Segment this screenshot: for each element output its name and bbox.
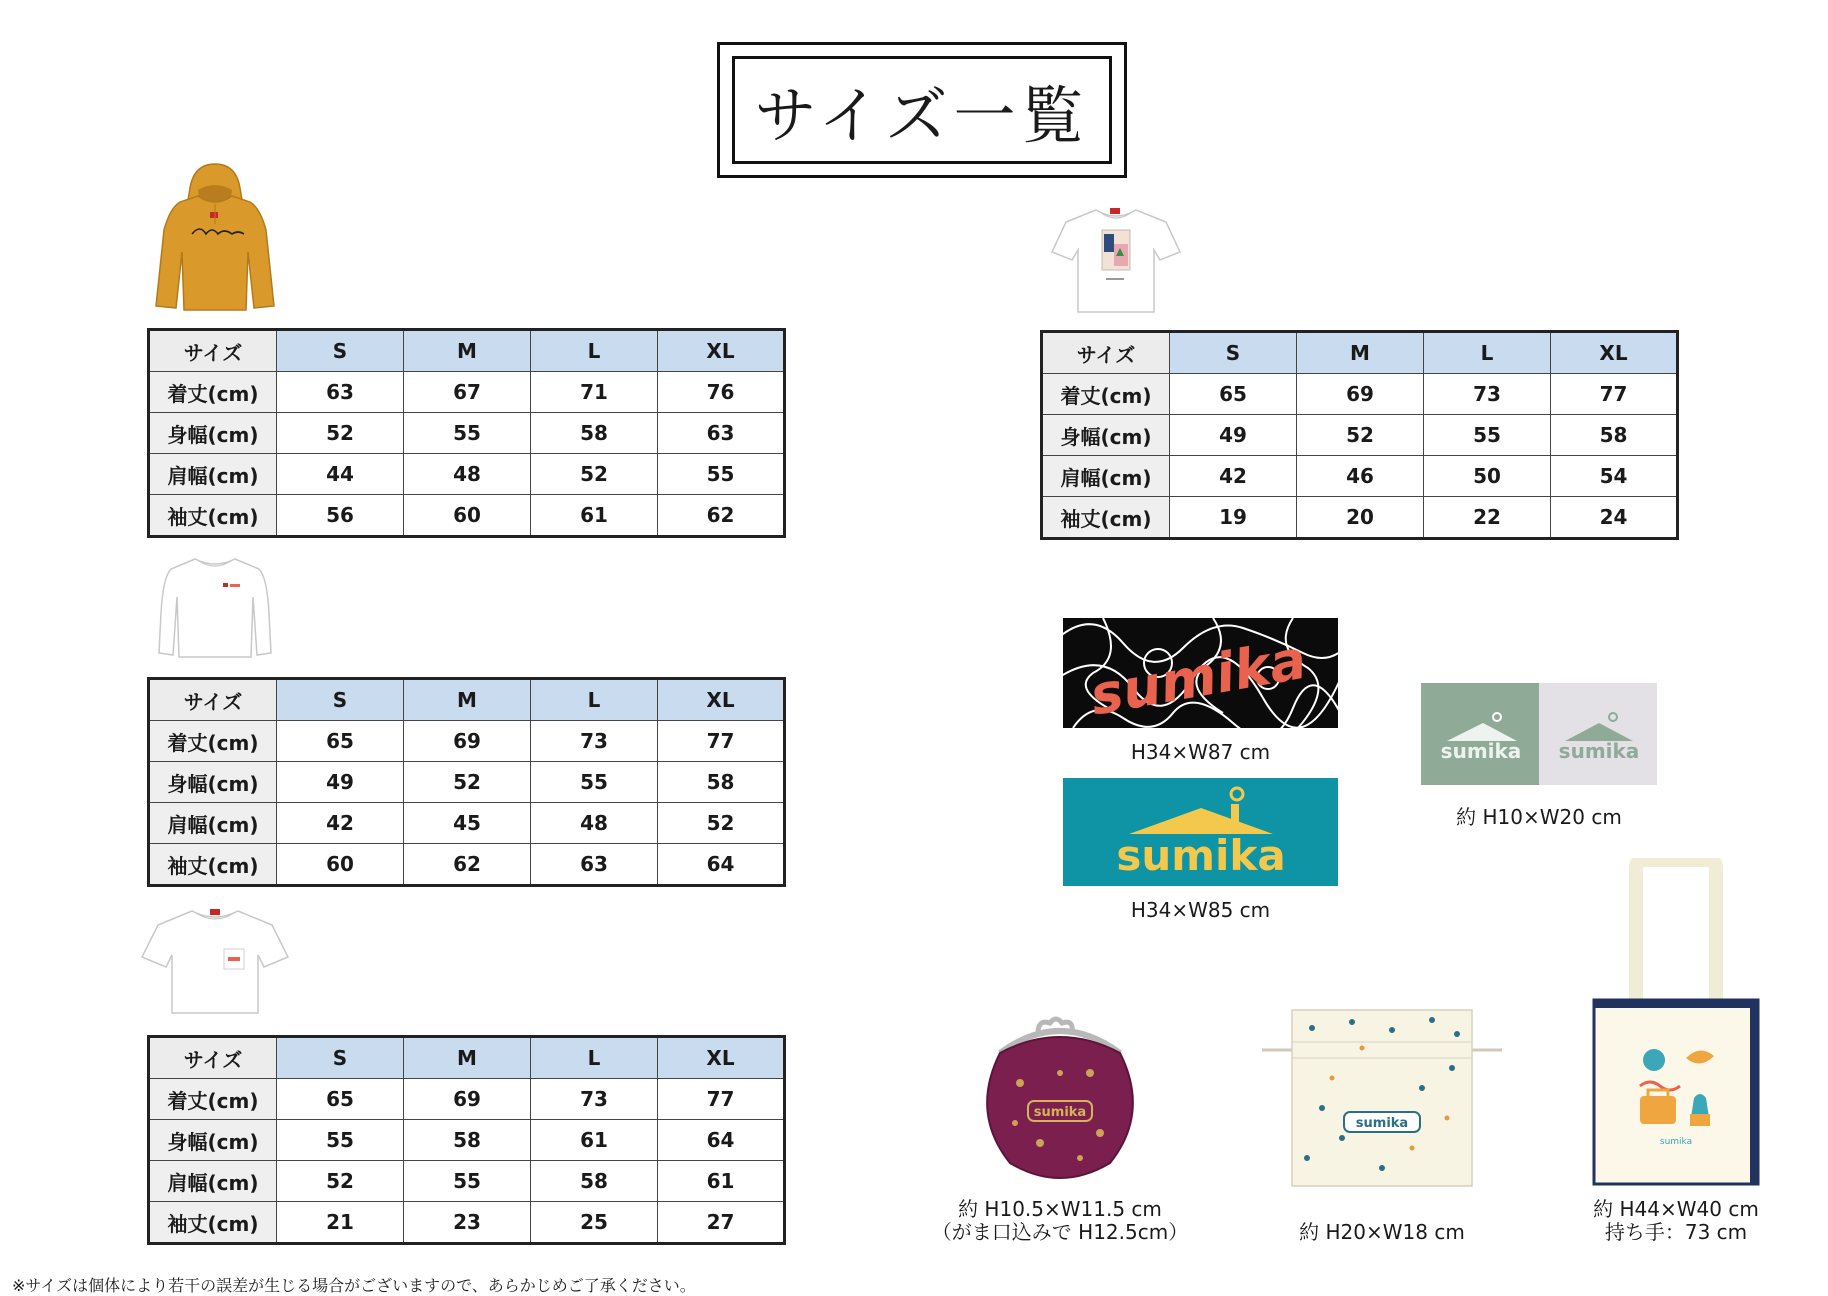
size-table-hoodie — [147, 328, 786, 538]
header-cell: L — [1424, 332, 1551, 374]
gamaguchi-size-caption-line2: （がま口込みで H12.5cm） — [931, 1220, 1189, 1244]
table-cell: 64 — [658, 844, 785, 886]
table-cell: 45 — [404, 803, 531, 844]
row-label: 着丈(cm) — [1042, 374, 1170, 415]
drawstring-size-caption: 約 H20×W18 cm — [1299, 1220, 1465, 1244]
table-cell: 58 — [1551, 415, 1678, 456]
table-cell: 52 — [1297, 415, 1424, 456]
graphic-tshirt-image — [1050, 204, 1182, 316]
table-cell: 55 — [531, 762, 658, 803]
table-row — [149, 372, 785, 413]
table-cell: 67 — [404, 372, 531, 413]
table-row — [149, 721, 785, 762]
drawstring-bag-image — [1262, 1008, 1502, 1188]
table-cell: 69 — [1297, 374, 1424, 415]
table-cell: 63 — [531, 844, 658, 886]
size-table-graphic-tshirt — [1040, 330, 1679, 540]
table-row — [1042, 456, 1678, 497]
table-cell: 20 — [1297, 497, 1424, 539]
header-cell: S — [277, 330, 404, 372]
tote-size-caption-line1: 約 H44×W40 cm — [1593, 1197, 1759, 1221]
row-label: 肩幅(cm) — [149, 1161, 277, 1202]
sumika-logo: sumika — [1558, 739, 1640, 763]
size-table-longsleeve — [147, 677, 786, 887]
header-cell: サイズ — [1042, 332, 1170, 374]
table-cell: 25 — [531, 1202, 658, 1244]
table-row — [149, 844, 785, 886]
table-cell: 69 — [404, 721, 531, 762]
table-cell: 64 — [658, 1120, 785, 1161]
header-cell: サイズ — [149, 1037, 277, 1079]
table-cell: 19 — [1170, 497, 1297, 539]
table-cell: 42 — [277, 803, 404, 844]
header-cell: L — [531, 1037, 658, 1079]
table-cell: 76 — [658, 372, 785, 413]
table-cell: 65 — [277, 1079, 404, 1120]
table-cell: 23 — [404, 1202, 531, 1244]
sumika-logo: sumika — [1033, 1105, 1087, 1120]
row-label: 着丈(cm) — [149, 372, 277, 413]
table-cell: 56 — [277, 495, 404, 537]
table-cell: 63 — [277, 372, 404, 413]
sumika-logo: sumika — [1355, 1116, 1409, 1131]
header-cell: S — [277, 679, 404, 721]
table-cell: 73 — [1424, 374, 1551, 415]
table-cell: 65 — [1170, 374, 1297, 415]
towel-black-size-caption: H34×W87 cm — [1130, 740, 1271, 764]
header-cell: S — [1170, 332, 1297, 374]
table-cell: 62 — [658, 495, 785, 537]
row-label: 着丈(cm) — [149, 721, 277, 762]
tote-size-caption-line2: 持ち手：73 cm — [1604, 1220, 1748, 1244]
sumika-logo: sumika — [1659, 1137, 1693, 1147]
table-row — [149, 413, 785, 454]
table-cell: 63 — [658, 413, 785, 454]
table-cell: 62 — [404, 844, 531, 886]
table-cell: 61 — [658, 1161, 785, 1202]
table-cell: 48 — [531, 803, 658, 844]
header-cell: XL — [658, 1037, 785, 1079]
gamaguchi-size-caption-line1: 約 H10.5×W11.5 cm — [958, 1197, 1162, 1221]
table-cell: 60 — [277, 844, 404, 886]
table-cell: 21 — [277, 1202, 404, 1244]
table-row — [149, 1079, 785, 1120]
table-cell: 61 — [531, 1120, 658, 1161]
table-row — [149, 495, 785, 537]
table-cell: 77 — [1551, 374, 1678, 415]
page-title: サイズ一覧 — [732, 56, 1112, 164]
table-row — [149, 1120, 785, 1161]
table-cell: 71 — [531, 372, 658, 413]
hoodie-image — [150, 160, 280, 312]
table-row — [149, 1161, 785, 1202]
table-header-row — [1042, 332, 1678, 374]
table-row — [149, 454, 785, 495]
row-label: 袖丈(cm) — [149, 844, 277, 886]
table-cell: 60 — [404, 495, 531, 537]
table-row — [149, 762, 785, 803]
table-row — [149, 803, 785, 844]
size-table-pocket-tshirt — [147, 1035, 786, 1245]
row-label: 身幅(cm) — [1042, 415, 1170, 456]
table-cell: 58 — [404, 1120, 531, 1161]
table-row — [1042, 374, 1678, 415]
sumika-logo: sumika — [1440, 739, 1522, 763]
table-cell: 50 — [1424, 456, 1551, 497]
row-label: 袖丈(cm) — [149, 1202, 277, 1244]
header-cell: サイズ — [149, 330, 277, 372]
table-cell: 52 — [531, 454, 658, 495]
header-cell: M — [404, 330, 531, 372]
towel-teal-size-caption: H34×W85 cm — [1130, 898, 1271, 922]
table-cell: 46 — [1297, 456, 1424, 497]
row-label: 肩幅(cm) — [149, 454, 277, 495]
header-cell: M — [404, 1037, 531, 1079]
table-cell: 52 — [658, 803, 785, 844]
header-cell: XL — [1551, 332, 1678, 374]
table-cell: 55 — [277, 1120, 404, 1161]
table-cell: 73 — [531, 1079, 658, 1120]
table-cell: 69 — [404, 1079, 531, 1120]
table-cell: 55 — [658, 454, 785, 495]
table-cell: 77 — [658, 1079, 785, 1120]
table-cell: 52 — [277, 1161, 404, 1202]
towel-black-image — [1063, 618, 1338, 728]
row-label: 肩幅(cm) — [149, 803, 277, 844]
table-cell: 27 — [658, 1202, 785, 1244]
table-header-row — [149, 679, 785, 721]
table-row — [1042, 497, 1678, 539]
sumika-logo: sumika — [1116, 831, 1286, 880]
towel-teal-image — [1063, 778, 1338, 886]
table-cell: 24 — [1551, 497, 1678, 539]
size-disclaimer-note: ※サイズは個体により若干の誤差が生じる場合がございますので、あらかじめご了承ください。 — [12, 1276, 696, 1295]
row-label: 着丈(cm) — [149, 1079, 277, 1120]
table-cell: 55 — [1424, 415, 1551, 456]
table-cell: 48 — [404, 454, 531, 495]
table-cell: 73 — [531, 721, 658, 762]
table-cell: 65 — [277, 721, 404, 762]
table-cell: 58 — [658, 762, 785, 803]
header-cell: XL — [658, 330, 785, 372]
table-cell: 22 — [1424, 497, 1551, 539]
pocket-tshirt-image — [140, 905, 290, 1017]
table-cell: 54 — [1551, 456, 1678, 497]
sumika-logo: sumika — [1085, 627, 1311, 728]
table-row — [149, 1202, 785, 1244]
header-cell: S — [277, 1037, 404, 1079]
row-label: 肩幅(cm) — [1042, 456, 1170, 497]
header-cell: L — [531, 679, 658, 721]
pouch-size-caption: 約 H10×W20 cm — [1456, 805, 1622, 829]
tote-bag-image — [1590, 858, 1762, 1188]
table-cell: 49 — [1170, 415, 1297, 456]
longsleeve-shirt-image — [155, 553, 275, 661]
title-frame — [717, 42, 1127, 178]
table-cell: 52 — [277, 413, 404, 454]
header-cell: L — [531, 330, 658, 372]
header-cell: XL — [658, 679, 785, 721]
header-cell: M — [404, 679, 531, 721]
row-label: 身幅(cm) — [149, 762, 277, 803]
table-cell: 44 — [277, 454, 404, 495]
table-cell: 61 — [531, 495, 658, 537]
row-label: 袖丈(cm) — [1042, 497, 1170, 539]
table-cell: 77 — [658, 721, 785, 762]
table-header-row — [149, 1037, 785, 1079]
table-header-row — [149, 330, 785, 372]
table-cell: 55 — [404, 1161, 531, 1202]
table-cell: 58 — [531, 1161, 658, 1202]
pouch-image — [1421, 683, 1657, 785]
header-cell: サイズ — [149, 679, 277, 721]
table-cell: 49 — [277, 762, 404, 803]
gamaguchi-purse-image — [980, 1013, 1140, 1183]
header-cell: M — [1297, 332, 1424, 374]
table-cell: 42 — [1170, 456, 1297, 497]
table-cell: 55 — [404, 413, 531, 454]
table-row — [1042, 415, 1678, 456]
row-label: 身幅(cm) — [149, 413, 277, 454]
table-cell: 52 — [404, 762, 531, 803]
row-label: 袖丈(cm) — [149, 495, 277, 537]
row-label: 身幅(cm) — [149, 1120, 277, 1161]
table-cell: 58 — [531, 413, 658, 454]
